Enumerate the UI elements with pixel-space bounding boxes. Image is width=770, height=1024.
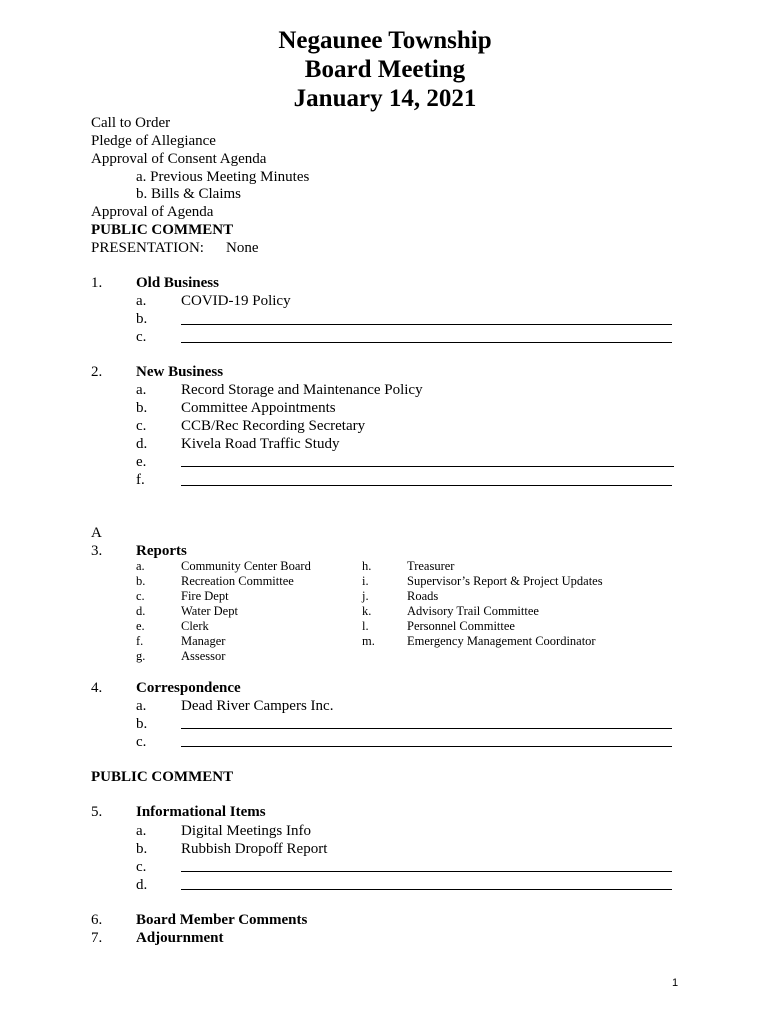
report-letter: e. [136, 619, 145, 633]
report-item: Clerk [181, 619, 209, 633]
section-number: 1. [91, 275, 103, 291]
section-title-adjournment: Adjournment [136, 930, 224, 946]
item-text: Dead River Campers Inc. [181, 698, 334, 714]
approval-consent-agenda: Approval of Consent Agenda [91, 151, 267, 167]
section-number: 2. [91, 364, 103, 380]
report-letter: h. [362, 559, 372, 573]
blank-line [181, 466, 674, 467]
section-number: 5. [91, 804, 103, 820]
blank-line [181, 342, 672, 343]
item-letter: c. [136, 329, 147, 345]
item-letter: b. [136, 841, 148, 857]
document-title-date: January 14, 2021 [293, 85, 477, 112]
call-to-order: Call to Order [91, 115, 171, 131]
blank-line [181, 746, 672, 747]
report-letter: i. [362, 574, 369, 588]
public-comment-heading: PUBLIC COMMENT [91, 222, 234, 238]
presentation-label: PRESENTATION: [91, 240, 204, 256]
approval-of-agenda: Approval of Agenda [91, 204, 214, 220]
report-item: Manager [181, 634, 226, 648]
item-text: Committee Appointments [181, 400, 336, 416]
item-text: CCB/Rec Recording Secretary [181, 418, 366, 434]
item-letter: a. [136, 293, 147, 309]
report-letter: g. [136, 649, 146, 663]
report-item: Roads [407, 589, 439, 603]
section-title-reports: Reports [136, 543, 187, 559]
item-letter: c. [136, 418, 147, 434]
blank-line [181, 871, 672, 872]
blank-line [181, 324, 672, 325]
item-text: Rubbish Dropoff Report [181, 841, 328, 857]
item-letter: e. [136, 454, 147, 470]
report-letter: m. [362, 634, 375, 648]
report-item: Personnel Committee [407, 619, 515, 633]
consent-item: a. Previous Meeting Minutes [136, 169, 310, 185]
item-letter: b. [136, 311, 148, 327]
report-item: Emergency Management Coordinator [407, 634, 596, 648]
item-letter: b. [136, 716, 148, 732]
report-item: Water Dept [181, 604, 238, 618]
section-number: 4. [91, 680, 103, 696]
report-item: Treasurer [407, 559, 455, 573]
presentation-value: None [226, 240, 259, 256]
section-number: 3. [91, 543, 103, 559]
page-number: 1 [672, 977, 679, 989]
blank-line [181, 889, 672, 890]
report-letter: d. [136, 604, 146, 618]
section-title-old-business: Old Business [136, 275, 219, 291]
item-text: Digital Meetings Info [181, 823, 311, 839]
report-letter: l. [362, 619, 369, 633]
section-title-correspondence: Correspondence [136, 680, 241, 696]
item-text: Record Storage and Maintenance Policy [181, 382, 423, 398]
report-item: Assessor [181, 649, 226, 663]
report-item: Supervisor’s Report & Project Updates [407, 574, 603, 588]
item-letter: f. [136, 472, 145, 488]
report-letter: c. [136, 589, 145, 603]
consent-item: b. Bills & Claims [136, 186, 242, 202]
blank-line [181, 728, 672, 729]
item-letter: d. [136, 436, 148, 452]
item-letter: b. [136, 400, 148, 416]
section-number: 7. [91, 930, 103, 946]
report-letter: j. [362, 589, 369, 603]
item-text: Kivela Road Traffic Study [181, 436, 340, 452]
document-title-meeting: Board Meeting [304, 56, 466, 83]
section-number: 6. [91, 912, 103, 928]
item-letter: d. [136, 877, 148, 893]
report-letter: b. [136, 574, 146, 588]
report-item: Advisory Trail Committee [407, 604, 539, 618]
blank-line [181, 485, 672, 486]
item-letter: c. [136, 859, 147, 875]
item-letter: a. [136, 382, 147, 398]
public-comment-heading: PUBLIC COMMENT [91, 769, 234, 785]
pledge-of-allegiance: Pledge of Allegiance [91, 133, 216, 149]
item-letter: a. [136, 823, 147, 839]
section-title-board-comments: Board Member Comments [136, 912, 308, 928]
item-letter: c. [136, 734, 147, 750]
report-letter: a. [136, 559, 145, 573]
section-title-new-business: New Business [136, 364, 224, 380]
report-letter: f. [136, 634, 144, 648]
report-item: Community Center Board [181, 559, 311, 573]
report-item: Fire Dept [181, 589, 229, 603]
document-title-org: Negaunee Township [278, 27, 492, 54]
stray-mark: A [91, 525, 102, 541]
item-letter: a. [136, 698, 147, 714]
section-title-informational: Informational Items [136, 804, 266, 820]
item-text: COVID-19 Policy [181, 293, 291, 309]
report-item: Recreation Committee [181, 574, 294, 588]
report-letter: k. [362, 604, 372, 618]
